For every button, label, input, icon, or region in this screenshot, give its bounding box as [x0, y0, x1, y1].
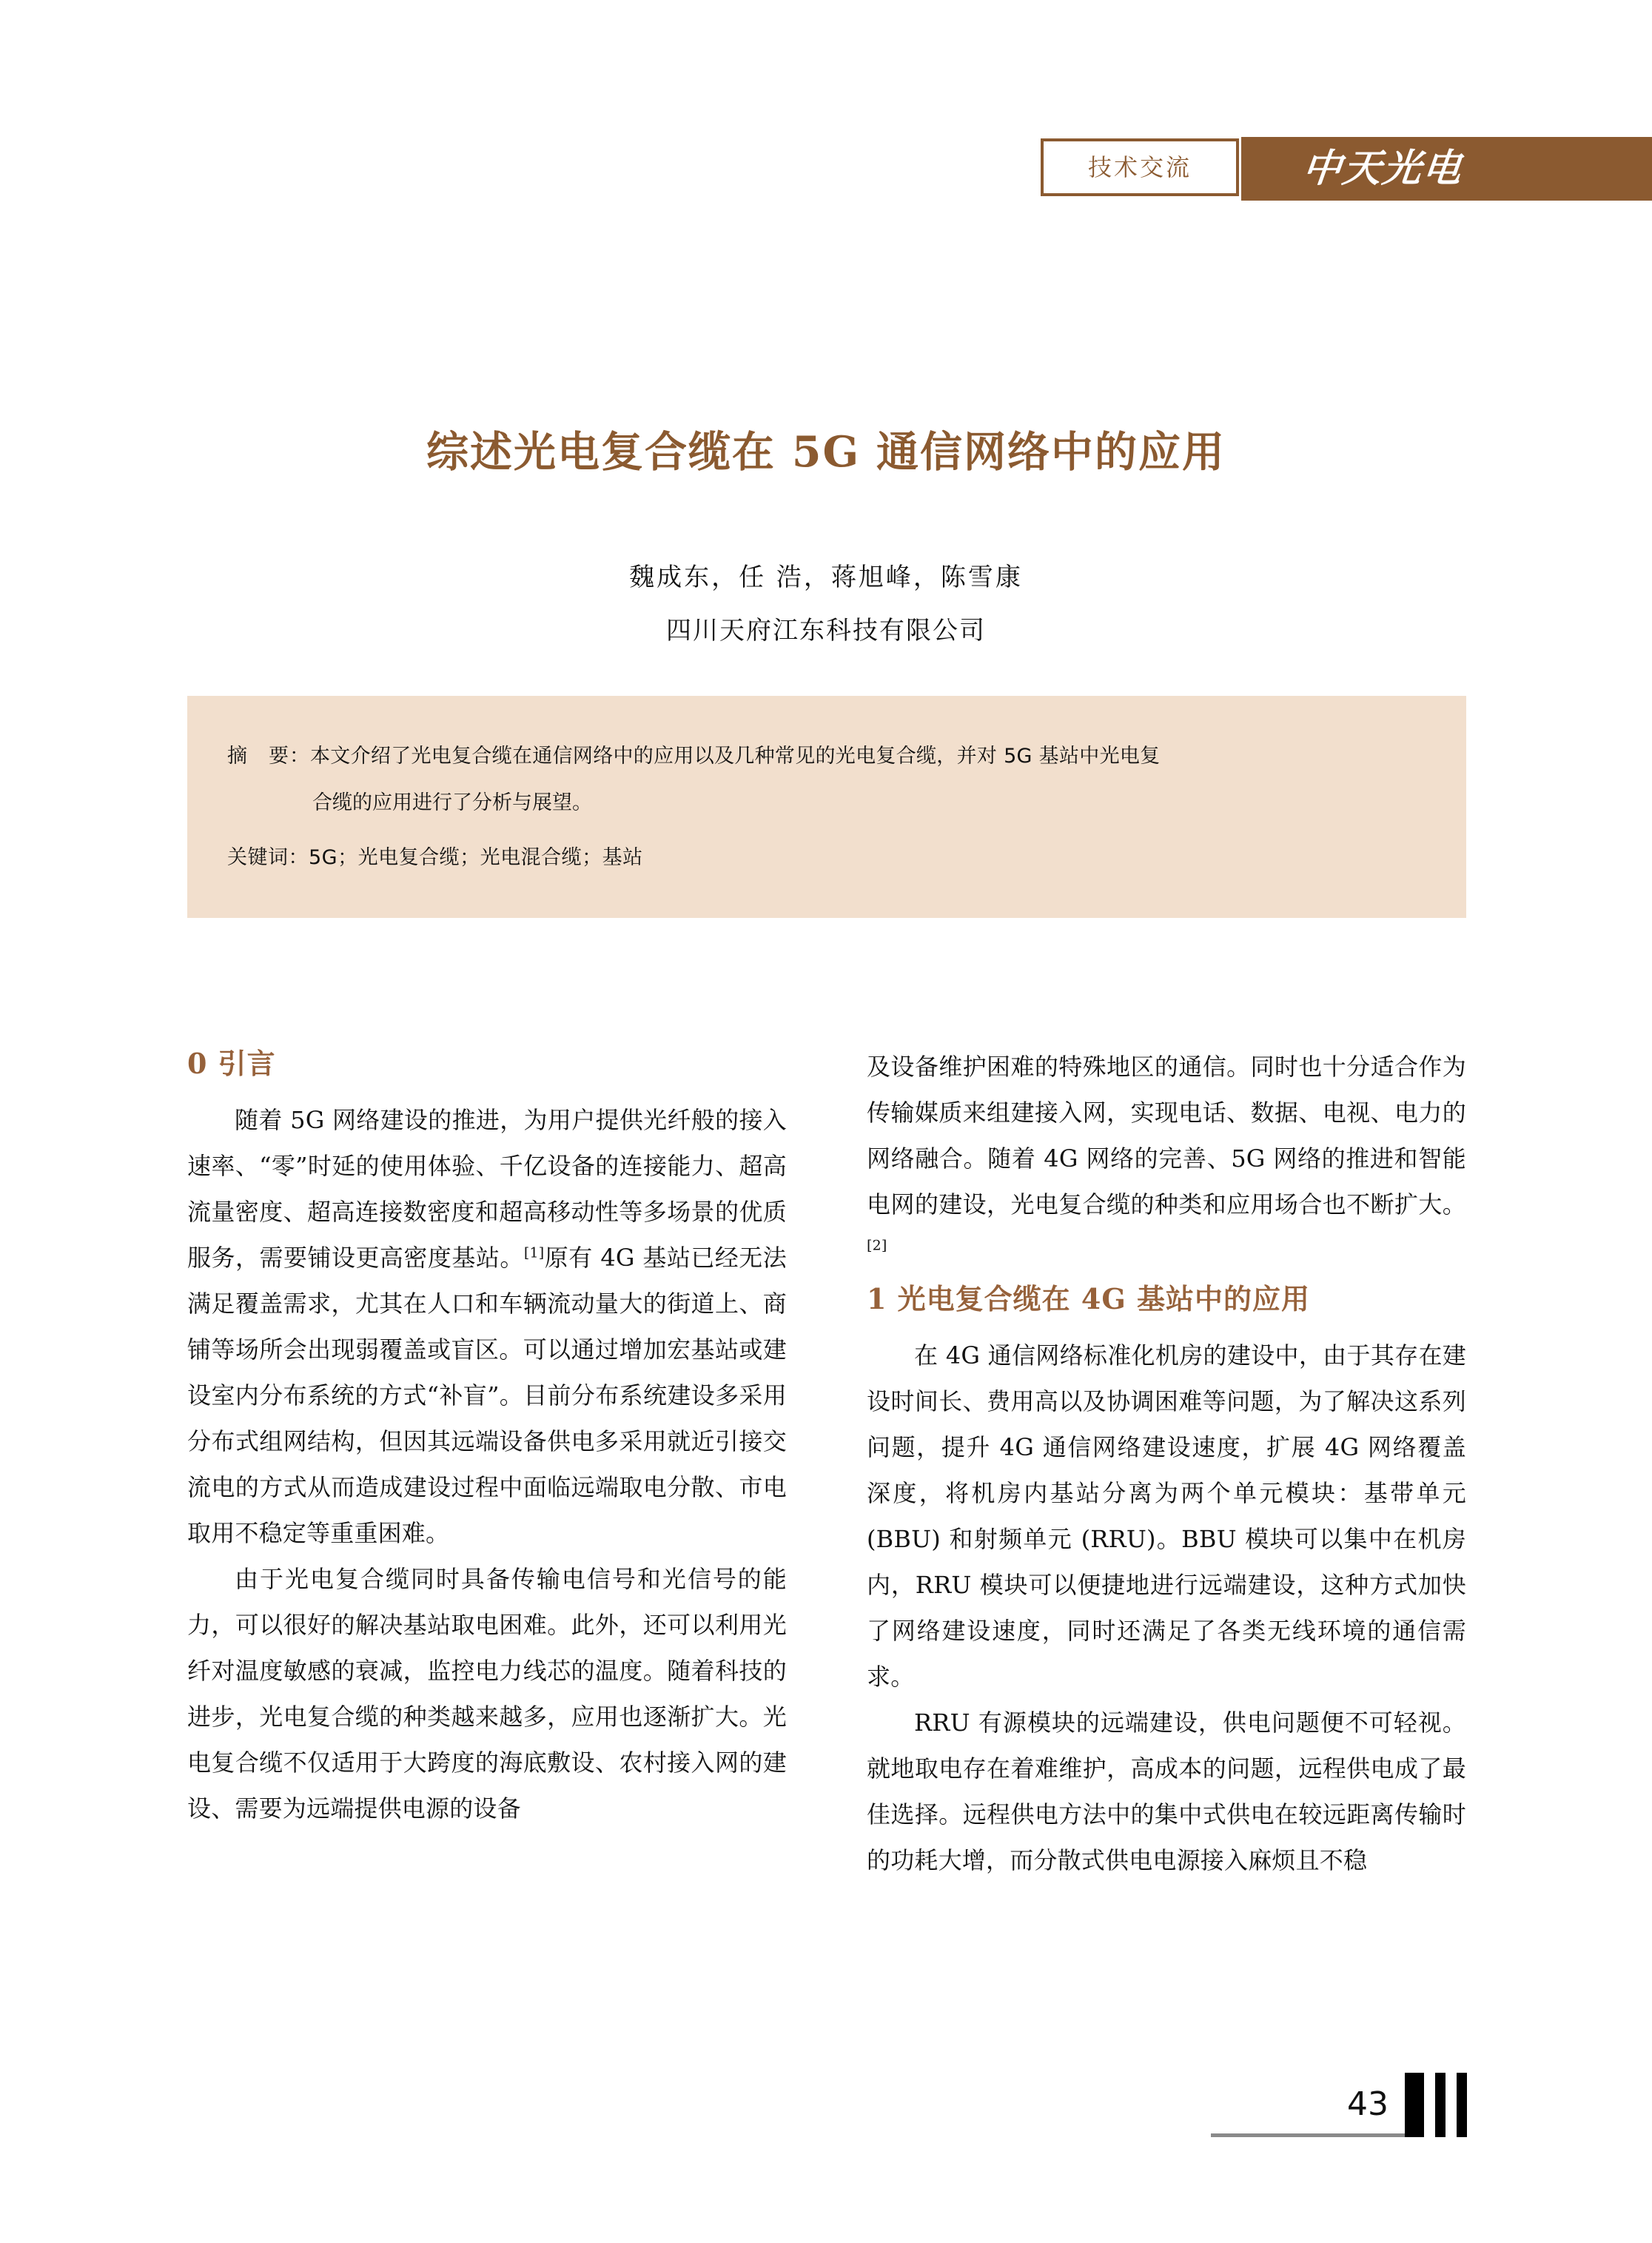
keywords-value: 5G；光电复合缆；光电混合缆；基站 — [309, 846, 643, 869]
paragraph-4g-1: 在 4G 通信网络标准化机房的建设中，由于其存在建设时间长、费用高以及协调困难等问题，为了解决这系列问题，提升 4G 通信网络建设速度，扩展 4G 网络覆盖深度，将机房内基站分离为两个单元模块：基带单元 (BBU) 和射频单元 (RRU)。BBU 模块可以集中在机房内，RRU 模块可以便捷地进行远端建设，这种方式加快了网络建设速度，同时还满足了各类无线环境的通信需求。 — [867, 1341, 1466, 1691]
left-column — [187, 1044, 787, 2014]
footer-bar-thick — [1405, 2073, 1424, 2137]
body-columns — [187, 1044, 1466, 2014]
section-tag-badge: 技术交流 — [1041, 138, 1239, 196]
footer-bars-decoration — [1405, 2073, 1486, 2137]
affiliation: 四川天府江东科技有限公司 — [666, 616, 986, 646]
keywords-row — [227, 839, 1426, 876]
paragraph-intro-3 — [867, 1044, 1466, 1273]
abstract-first-line — [227, 733, 1426, 779]
citation-ref-1: [1] — [523, 1244, 545, 1261]
paragraph-intro-1 — [187, 1097, 787, 1556]
page-header — [0, 137, 1652, 201]
paragraph-intro-1-part-1: 随着 5G 网络建设的推进，为用户提供光纤般的接入速率、“零”时延的使用体验、千亿设备的连接能力、超高流量密度、超高连接数密度和超高移动性等多场景的优质服务，需要铺设更高密度基站。 — [187, 1106, 787, 1272]
abstract-text-line-1: 本文介绍了光电复合缆在通信网络中的应用以及几种常见的光电复合缆，并对 5G 基站中光电复 — [310, 745, 1161, 768]
section-heading-introduction: 0 引言 — [187, 1047, 276, 1080]
author-list: 魏成东，任 浩，蒋旭峰，陈雪康 — [629, 563, 1023, 592]
page-number: 43 — [1347, 2085, 1389, 2123]
paragraph-intro-2: 由于光电复合缆同时具备传输电信号和光信号的能力，可以很好的解决基站取电困难。此外，还可以利用光纤对温度敏感的衰减，监控电力线芯的温度。随着科技的进步，光电复合缆的种类越来越多，应用也逐渐扩大。光电复合缆不仅适用于大跨度的海底敷设、农村接入网的建设、需要为远端提供电源的设备 — [187, 1565, 787, 1823]
right-column — [867, 1044, 1466, 2014]
section-heading-4g-application: 1 光电复合缆在 4G 基站中的应用 — [867, 1282, 1311, 1315]
abstract-label: 摘 要： — [227, 745, 310, 768]
footer-bar-thin-1 — [1435, 2073, 1446, 2137]
footer-bar-thin-2 — [1457, 2073, 1467, 2137]
paragraph-intro-3-part-1: 及设备维护困难的特殊地区的通信。同时也十分适合作为传输媒质来组建接入网，实现电话、数据、电视、电力的网络融合。随着 4G 网络的完善、5G 网络的推进和智能电网的建设，光电复合缆的种类和应用场合也不断扩大。 — [867, 1053, 1466, 1218]
paragraph-intro-1-part-2: 原有 4G 基站已经无法满足覆盖需求，尤其在人口和车辆流动量大的街道上、商铺等场所会出现弱覆盖或盲区。可以通过增加宏基站或建设室内分布系统的方式“补盲”。目前分布系统建设多采用分布式组网结构，但因其远端设备供电多采用就近引接交流电的方式从而造成建设过程中面临远端取电分散、市电取用不稳定等重重困难。 — [187, 1244, 787, 1547]
footer-rule — [1211, 2133, 1405, 2137]
abstract-text-line-2: 合缆的应用进行了分析与展望。 — [312, 791, 592, 814]
journal-name: 中天光电 — [1300, 146, 1465, 191]
citation-ref-2: [2] — [867, 1237, 887, 1254]
keywords-label: 关键词： — [227, 846, 309, 869]
abstract-box — [187, 696, 1466, 918]
page-footer — [1211, 2073, 1522, 2154]
paragraph-4g-2: RRU 有源模块的远端建设，供电问题便不可轻视。就地取电存在着难维护，高成本的问题，远程供电成了最佳选择。远程供电方法中的集中式供电在较远距离传输时的功耗大增，而分散式供电电源接入麻烦且不稳 — [867, 1709, 1466, 1874]
page-title: 综述光电复合缆在 5G 通信网络中的应用 — [426, 427, 1226, 477]
